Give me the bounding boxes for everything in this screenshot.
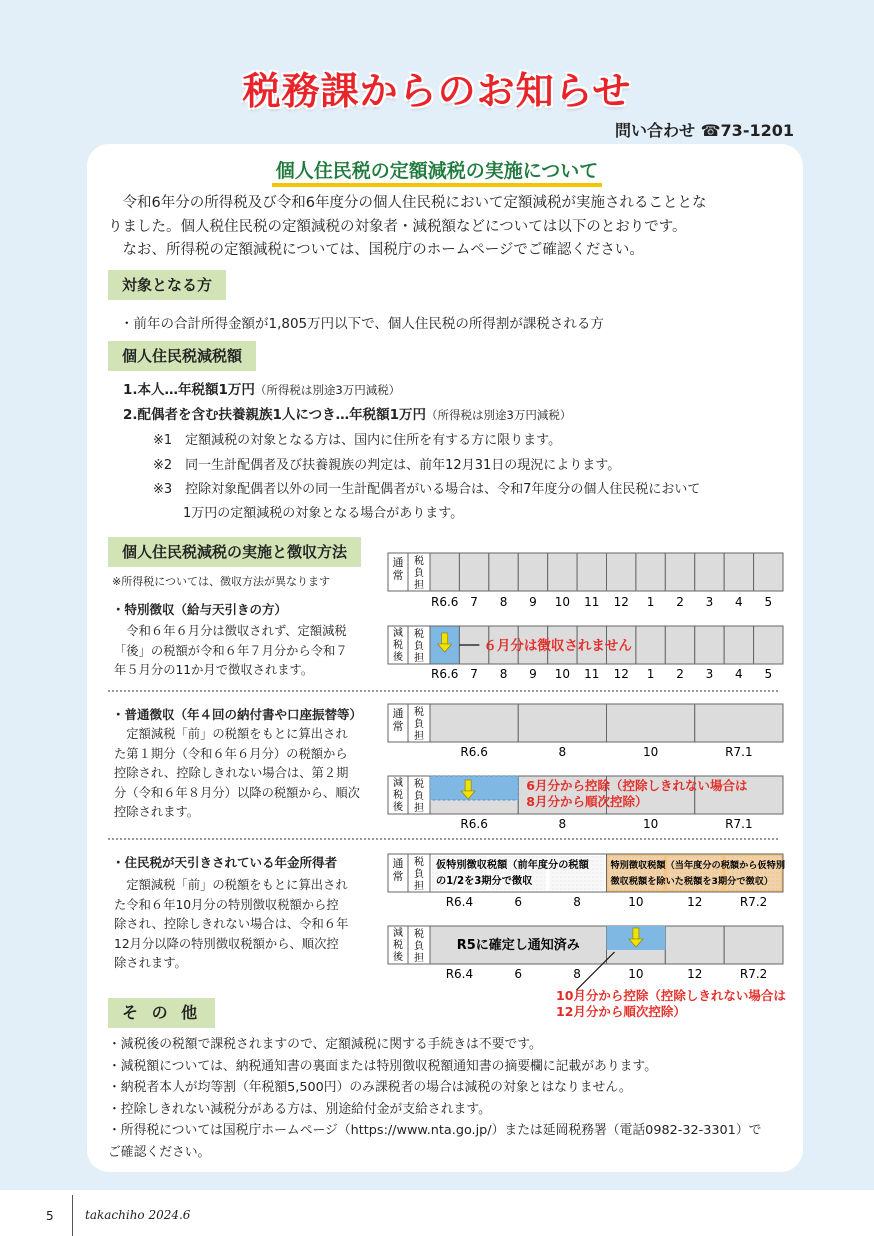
pension-line-5: 除されます。 — [114, 956, 187, 970]
ordinary-normal-cell — [607, 704, 695, 742]
ordinary-note-line-1: 6月分から控除（控除しきれない場合は — [526, 778, 748, 793]
other-item-5: ・所得税については国税庁ホームページ（https://www.nta.go.jp/）または延岡税務署（電話0982-32-3301）で — [108, 1123, 762, 1138]
ordinary-after-label: 減税後 — [393, 778, 403, 813]
pension-after-tax-label: 税負担 — [414, 929, 424, 964]
pension-normal-month-label: R7.2 — [739, 895, 768, 909]
pension-line-2: た令和６年10月分の特別徴収税額から控 — [114, 897, 339, 912]
pension-provisional-text-2: の1/2を3期分で徴収 — [436, 876, 533, 887]
ordinary-normal-cell — [430, 704, 518, 742]
other-list — [108, 1034, 798, 1163]
section-other-title: そ の 他 — [108, 998, 215, 1028]
special-normal-tax-label: 税負担 — [414, 556, 424, 591]
special-normal-cell — [430, 553, 459, 591]
down-arrow-icon-shaft — [465, 780, 471, 791]
pension-normal-tax-label: 税負担 — [414, 857, 424, 892]
pension-after-month-label: 12 — [687, 967, 703, 981]
special-line-2: 「後」の税額が令和６年７月分から令和７ — [114, 643, 348, 658]
ordinary-after-month-label: 8 — [558, 817, 567, 831]
special-normal-cell — [665, 553, 694, 591]
special-normal-cell — [577, 553, 606, 591]
special-after-month-label: R6.6 — [430, 667, 459, 681]
special-normal-cells — [430, 553, 783, 591]
pension-line-1: 定額減税「前」の税額をもとに算出され — [126, 878, 348, 892]
special-normal-cell — [695, 553, 724, 591]
amount-note-3: ※3 控除対象配偶者以外の同一生計配偶者がいる場合は、令和7年度分の個人住民税において — [153, 482, 701, 497]
special-after-month-label: 5 — [764, 667, 773, 681]
amount-note-1: ※1 定額減税の対象となる方は、国内に住所を有する方に限ります。 — [153, 433, 562, 448]
special-after-label: 減税後 — [393, 628, 403, 663]
special-after-cell — [695, 626, 724, 664]
pension-note-line-2: 12月分から順次控除） — [556, 1004, 686, 1019]
special-line-1: 令和６年６月分は徴収されず、定額減税 — [126, 624, 347, 638]
special-after-cell — [724, 626, 753, 664]
pension-normal-month-label: 6 — [514, 895, 523, 909]
special-after-month-label: 2 — [676, 667, 684, 681]
special-normal-cell — [754, 553, 783, 591]
pension-after-month-label: 6 — [514, 967, 523, 981]
ordinary-normal-cell — [695, 704, 783, 742]
special-line-3: 年５月分の11か月で徴収されます。 — [114, 663, 314, 677]
amount-note-4: 1万円の定額減税の対象となる場合があります。 — [183, 506, 464, 521]
method-note: ※所得税については、徴収方法が異なります — [112, 575, 330, 588]
section-amount-title: 個人住民税減税額 — [108, 341, 256, 371]
pension-after-label: 減税後 — [393, 928, 403, 963]
pension-provisional-text-1: 仮特別徴収税額（前年度分の税額 — [436, 860, 589, 871]
special-after-cell — [754, 626, 783, 664]
special-after-cell — [665, 626, 694, 664]
ordinary-normal-label: 通常 — [392, 707, 404, 733]
special-normal-month-label: 8 — [499, 595, 508, 609]
ordinary-after-month-label: R6.6 — [460, 817, 488, 831]
special-normal-cell — [607, 553, 636, 591]
amount-item-2-main: 2.配偶者を含む扶養親族1人につき…年税額1万円 — [123, 407, 427, 423]
target-item: ・前年の合計所得金額が1,805万円以下で、個人住民税の所得割が課税される方 — [120, 316, 604, 332]
intro-line-1: 令和6年分の所得税及び令和6年度分の個人住民税において定額減税が実施されることとな — [122, 195, 707, 211]
ordinary-line-3: 控除され、控除しきれない場合は、第２期 — [114, 766, 349, 780]
pension-after-month-label: R7.2 — [739, 967, 768, 981]
ordinary-normal-month-label: 10 — [642, 745, 659, 759]
page-title: 税務課からのお知らせ — [242, 69, 632, 113]
other-item-6: ご確認ください。 — [108, 1144, 211, 1160]
special-after-month-label: 7 — [470, 667, 478, 681]
down-arrow-icon-shaft — [633, 928, 639, 939]
special-normal-month-label: 10 — [554, 595, 571, 609]
ordinary-normal-month-label: R6.6 — [460, 745, 488, 759]
ordinary-normal-cell — [518, 704, 606, 742]
special-normal-cell — [459, 553, 488, 591]
pension-normal-month-label: 10 — [628, 895, 644, 909]
amount-item-2-sub: （所得税は別途3万円減税） — [426, 408, 572, 422]
section-target-title: 対象となる方 — [108, 270, 226, 300]
article-heading-text: 個人住民税の定額減税の実施について — [272, 160, 603, 187]
ordinary-after-reduced-fill — [430, 776, 518, 800]
pension-normal-label: 通常 — [392, 857, 404, 883]
special-after-month-label: 8 — [499, 667, 508, 681]
special-normal-cell — [724, 553, 753, 591]
ordinary-normal-month-label: R7.1 — [725, 745, 753, 759]
ordinary-line-2: た第１期分（令和６年６月分）の税額から — [114, 746, 348, 761]
pension-collection-title: ・住民税が天引きされている年金所得者 — [112, 855, 338, 870]
pension-final-text-2: 徴収税額を除いた税額を3期分で徴収） — [610, 876, 774, 887]
intro-line-3: なお、所得税の定額減税については、国税庁のホームページでご確認ください。 — [122, 242, 644, 258]
special-after-month-label: 1 — [646, 667, 655, 681]
ordinary-line-1: 定額減税「前」の税額をもとに算出され — [126, 727, 348, 741]
special-normal-cell — [518, 553, 547, 591]
other-item-4: ・控除しきれない減税分がある方は、別途給付金が支給されます。 — [108, 1101, 491, 1117]
special-normal-month-label: 2 — [676, 595, 684, 609]
special-normal-month-label: R6.6 — [430, 595, 459, 609]
other-item-2: ・減税額については、納税通知書の裏面または特別徴収税額通知書の摘要欄に記載があります。 — [108, 1058, 657, 1074]
special-normal-month-label: 5 — [764, 595, 773, 609]
pension-after-cell — [665, 926, 724, 964]
special-after-month-label: 11 — [584, 667, 600, 681]
special-normal-cell — [489, 553, 518, 591]
ordinary-line-5: 控除されます。 — [114, 805, 200, 819]
special-after-month-label: 10 — [554, 667, 571, 681]
special-normal-cell — [548, 553, 577, 591]
pension-line-3: 除され、控除しきれない場合は、令和６年 — [114, 917, 349, 931]
page-number: 5 — [46, 1209, 54, 1223]
pension-normal-month-label: 8 — [573, 895, 581, 909]
ordinary-line-4: 分（令和６年８月分）以降の税額から、順次 — [114, 785, 360, 800]
intro-line-2: りました。個人税住民税の定額減税の対象者・減税額などについては以下のとおりです。 — [108, 218, 687, 235]
special-normal-month-label: 11 — [584, 595, 600, 609]
down-arrow-icon-shaft — [442, 633, 448, 644]
special-after-month-label: 4 — [735, 667, 743, 681]
pension-final-text-1: 特別徴収税額（当年度分の税額から仮特別 — [610, 860, 786, 871]
special-normal-month-label: 9 — [529, 595, 537, 609]
pension-after-month-label: R6.4 — [445, 967, 474, 981]
special-after-month-label: 9 — [529, 667, 537, 681]
pension-normal-month-label: R6.4 — [445, 895, 474, 909]
special-collection-title: ・特別徴収（給与天引きの方） — [112, 602, 288, 617]
ordinary-collection-title: ・普通徴収（年４回の納付書や口座振替等） — [112, 707, 363, 722]
publication-name: takachiho 2024.6 — [85, 1208, 191, 1222]
pension-confirmed-text: R5に確定し通知済み — [456, 938, 580, 953]
special-after-cell — [636, 626, 665, 664]
amount-item-1-main: 1.本人…年税額1万円 — [123, 382, 255, 398]
amount-note-2: ※2 同一生計配偶者及び扶養親族の判定は、前年12月31日の現況によります。 — [153, 458, 621, 473]
special-after-tax-label: 税負担 — [414, 629, 424, 664]
special-after-month-label: 3 — [705, 667, 714, 681]
pension-after-month-label: 8 — [573, 967, 581, 981]
footer-separator — [72, 1195, 73, 1236]
ordinary-after-tax-label: 税負担 — [414, 779, 424, 814]
special-after-month-label: 12 — [613, 667, 629, 681]
pension-normal-month-label: 12 — [687, 895, 703, 909]
other-item-3: ・納税者本人が均等割（年税額5,500円）のみ課税者の場合は減税の対象とはなりません。 — [108, 1080, 632, 1095]
special-normal-month-label: 7 — [470, 595, 478, 609]
special-normal-month-label: 4 — [735, 595, 743, 609]
special-note: ６月分は徴収されません — [483, 638, 632, 654]
ordinary-normal-tax-label: 税負担 — [414, 707, 424, 742]
special-normal-month-label: 12 — [613, 595, 629, 609]
pension-line-4: 12月分以降の特別徴収税額から、順次控 — [114, 936, 339, 951]
contact-phone: 問い合わせ ☎73-1201 — [615, 121, 794, 140]
pension-note-line-1: 10月分から控除（控除しきれない場合は — [556, 988, 786, 1003]
ordinary-after-month-label: 10 — [642, 817, 659, 831]
pension-after-month-label: 10 — [628, 967, 644, 981]
ordinary-after-month-label: R7.1 — [725, 817, 753, 831]
ordinary-note-line-2: 8月分から順次控除） — [526, 794, 648, 809]
special-normal-month-label: 3 — [705, 595, 714, 609]
special-normal-label: 通常 — [392, 556, 404, 582]
amount-item-1-sub: （所得税は別途3万円減税） — [254, 383, 401, 397]
pension-after-cell — [724, 926, 783, 964]
section-method-title: 個人住民税減税の実施と徴収方法 — [108, 537, 361, 567]
ordinary-normal-cells — [430, 704, 783, 742]
special-normal-month-label: 1 — [646, 595, 655, 609]
special-normal-cell — [636, 553, 665, 591]
other-item-1: ・減税後の税額で課税されますので、定額減税に関する手続きは不要です。 — [108, 1037, 542, 1052]
ordinary-normal-month-label: 8 — [558, 745, 567, 759]
